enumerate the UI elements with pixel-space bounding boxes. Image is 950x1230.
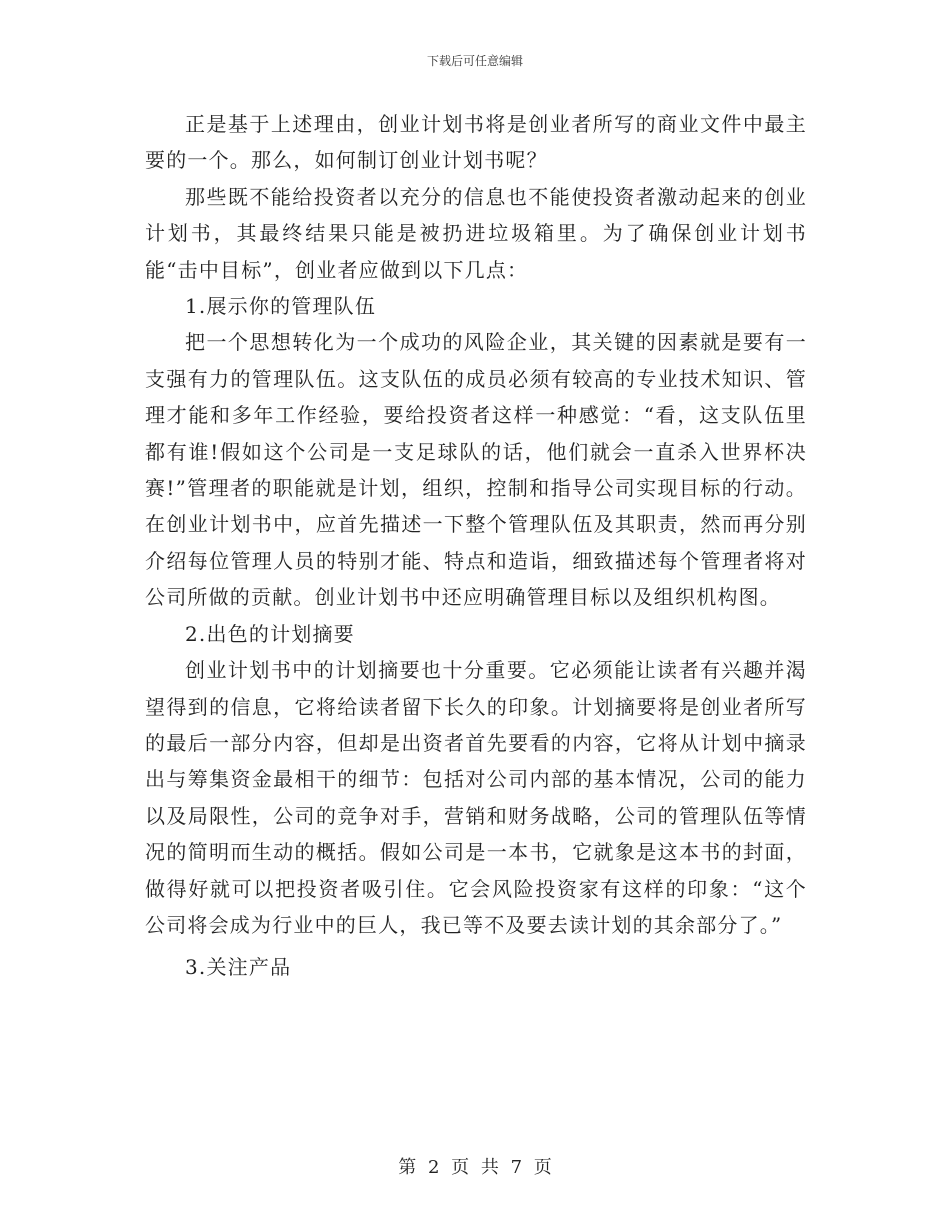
section-heading: 2.出色的计划摘要	[185, 621, 355, 646]
paragraph: 正是基于上述理由，创业计划书将是创业者所写的商业文件中最主要的一个。那么，如何制订创业计划书呢？	[145, 112, 807, 173]
paragraph: 创业计划书中的计划摘要也十分重要。它必须能让读者有兴趣并渴望得到的信息，它将给读者留下长久的印象。计划摘要将是创业者所写的最后一部分内容，但却是出资者首先要看的内容，它将从计划中摘录出与筹集资金最相干的细节：包括对公司内部的基本情况，公司的能力以及局限性，公司的竞争对手，营销和财务战略，公司的管理队伍等情况的简明而生动的概括。假如公司是一本书，它就象是这本书的封面，做得好就可以把投资者吸引住。它会风险投资家有这样的印象：“这个公司将会成为行业中的巨人，我已等不及要去读计划的其余部分了。”	[145, 658, 807, 937]
page-footer: 第 2 页 共 7 页	[398, 1157, 552, 1178]
page-header: 下载后可任意编辑	[426, 54, 523, 68]
section-heading: 1.展示你的管理队伍	[185, 294, 377, 319]
document-body	[145, 106, 807, 986]
section-heading: 3.关注产品	[185, 955, 292, 980]
paragraph: 把一个思想转化为一个成功的风险企业，其关键的因素就是要有一支强有力的管理队伍。这支队伍的成员必须有较高的专业技术知识、管理才能和多年工作经验，要给投资者这样一种感觉：“看，这支队伍里都有谁!假如这个公司是一支足球队的话，他们就会一直杀入世界杯决赛!”管理者的职能就是计划，组织，控制和指导公司实现目标的行动。在创业计划书中，应首先描述一下整个管理队伍及其职责，然而再分别介绍每位管理人员的特别才能、特点和造诣，细致描述每个管理者将对公司所做的贡献。创业计划书中还应明确管理目标以及组织机构图。	[145, 330, 807, 610]
paragraph: 那些既不能给投资者以充分的信息也不能使投资者激动起来的创业计划书，其最终结果只能是被扔进垃圾箱里。为了确保创业计划书能“击中目标”，创业者应做到以下几点：	[145, 184, 807, 282]
